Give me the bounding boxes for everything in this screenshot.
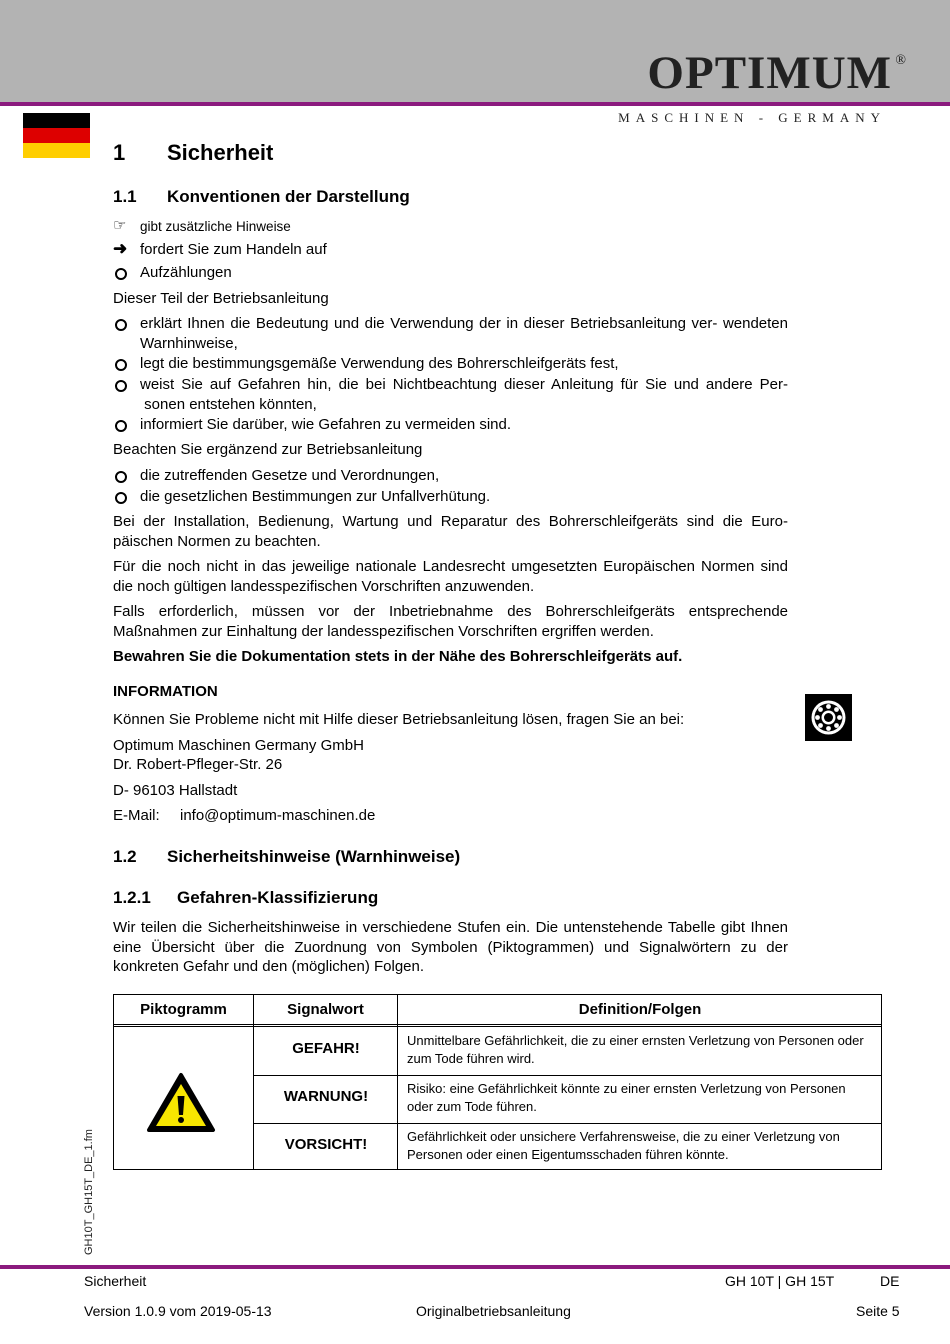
source-filename: GH10T_GH15T_DE_1.fm <box>83 1129 95 1255</box>
signal-word-vorsicht: VORSICHT! <box>284 1136 368 1153</box>
paragraph: Beachten Sie ergänzend zur Betriebsanleitung <box>113 441 423 458</box>
info-email-line <box>113 806 788 826</box>
definition-gefahr: Unmittelbare Gefährlichkeit, die zu einer ernsten Verletzung von Personen oder zum Tode führen wird. <box>407 1033 864 1066</box>
email-label: E-Mail: <box>113 807 160 824</box>
circle-bullet-icon <box>115 487 131 510</box>
footer-divider <box>0 1265 950 1269</box>
convention-item: ☞ gibt zusätzliche Hinweise <box>113 217 291 234</box>
circle-bullet-icon <box>115 375 131 398</box>
list-item: die zutreffenden Gesetze und Verordnungen, <box>113 466 788 486</box>
signal-word-gefahr: GEFAHR! <box>292 1040 360 1057</box>
paragraph: Dieser Teil der Betriebsanleitung <box>113 290 329 307</box>
info-text: Können Sie Probleme nicht mit Hilfe dieser Betriebsanleitung lösen, fragen Sie an bei: <box>113 711 685 728</box>
pointing-hand-icon: ☞ <box>113 217 127 234</box>
telephone-icon <box>805 694 852 741</box>
footer-version: Version 1.0.9 vom 2019-05-13 <box>84 1303 272 1319</box>
info-street: Dr. Robert-Pfleger-Str. 26 <box>113 756 283 773</box>
convention-item: Aufzählungen <box>113 263 788 283</box>
footer-language: DE <box>880 1273 900 1289</box>
paragraph: Bei der Installation, Bedienung, Wartung und Reparatur des Bohrerschleifgeräts sind die Euro-päischen Normen zu beachten. <box>113 513 788 550</box>
header-divider <box>0 102 950 106</box>
arrow-right-icon: ➜ <box>113 239 128 258</box>
table-header-definition: Definition/Folgen <box>578 1001 702 1018</box>
email-link[interactable]: info@optimum-maschinen.de <box>180 807 376 824</box>
paragraph: Wir teilen die Sicherheitshinweise in verschiedene Stufen ein. Die untenstehende Tabelle gibt Ihnen eine Übersicht über die Zuordnung von Symbolen (Piktogrammen) und Signalwörtern zu der konkreten Gefahr und den (möglichen) Folgen. <box>113 919 788 975</box>
list-item: legt die bestimmungsgemäße Verwendung des Bohrerschleifgeräts fest, <box>113 354 788 374</box>
list-item: erklärt Ihnen die Bedeutung und die Verwendung der in dieser Betriebsanleitung ver- wendeten Warnhinweise, <box>113 314 788 353</box>
subsection-heading-1-1: 1.1 Konventionen der Darstellung <box>113 187 410 206</box>
circle-bullet-icon <box>115 415 131 438</box>
circle-bullet-icon <box>115 354 131 377</box>
table-header-signal: Signalwort <box>287 1001 364 1018</box>
convention-item: ➜ fordert Sie zum Handeln auf <box>113 239 327 258</box>
paragraph: Für die noch nicht in das jeweilige nationale Landesrecht umgesetzten Europäischen Normen sind die noch gültigen landesspezifischen Vorschriften anzuwenden. <box>113 558 788 595</box>
definition-warnung: Risiko: eine Gefährlichkeit könnte zu einer ernsten Verletzung von Personen oder zum Tode führen. <box>407 1081 846 1114</box>
list-item: weist Sie auf Gefahren hin, die bei Nichtbeachtung dieser Anleitung für Sie und andere Per- sonen entstehen könnten, <box>113 375 788 414</box>
info-company: Optimum Maschinen Germany GmbH <box>113 737 364 754</box>
paragraph-bold: Bewahren Sie die Dokumentation stets in der Nähe des Bohrerschleifgeräts auf. <box>113 648 683 665</box>
list-item: die gesetzlichen Bestimmungen zur Unfallverhütung. <box>113 487 788 507</box>
table-header-pictogram: Piktogramm <box>140 1001 227 1018</box>
brand-logo: OPTIMUM ® <box>647 47 907 99</box>
footer-model: GH 10T | GH 15T <box>725 1273 835 1289</box>
brand-subtitle: MASCHINEN - GERMANY <box>618 110 886 125</box>
footer-section: Sicherheit <box>84 1273 147 1289</box>
circle-bullet-icon <box>115 314 131 337</box>
section-heading: 1 Sicherheit <box>113 140 274 165</box>
info-title: INFORMATION <box>113 683 218 700</box>
circle-bullet-icon <box>115 263 131 286</box>
definition-vorsicht: Gefährlichkeit oder unsichere Verfahrensweise, die zu einer Verletzung von Personen oder einen Eigentumsschaden führen könnte. <box>407 1129 840 1162</box>
footer-doc-type: Originalbetriebsanleitung <box>416 1303 571 1319</box>
paragraph: Falls erforderlich, müssen vor der Inbetriebnahme des Bohrerschleifgeräts entsprechende Maßnahmen zur Einhaltung der landesspezifischen Vorschriften ergriffen werden. <box>113 603 788 640</box>
warning-triangle-icon <box>146 1072 216 1134</box>
subsection-heading-1-2: 1.2 Sicherheitshinweise (Warnhinweise) <box>113 847 461 866</box>
signal-word-warnung: WARNUNG! <box>283 1088 369 1105</box>
german-flag-icon <box>23 113 90 158</box>
hazard-table <box>113 994 882 1170</box>
circle-bullet-icon <box>115 466 131 489</box>
subsection-heading-1-2-1: 1.2.1 Gefahren-Klassifizierung <box>113 888 379 907</box>
footer-page-number: Seite 5 <box>856 1303 900 1319</box>
info-city: D- 96103 Hallstadt <box>113 782 238 799</box>
list-item: informiert Sie darüber, wie Gefahren zu vermeiden sind. <box>113 415 788 435</box>
